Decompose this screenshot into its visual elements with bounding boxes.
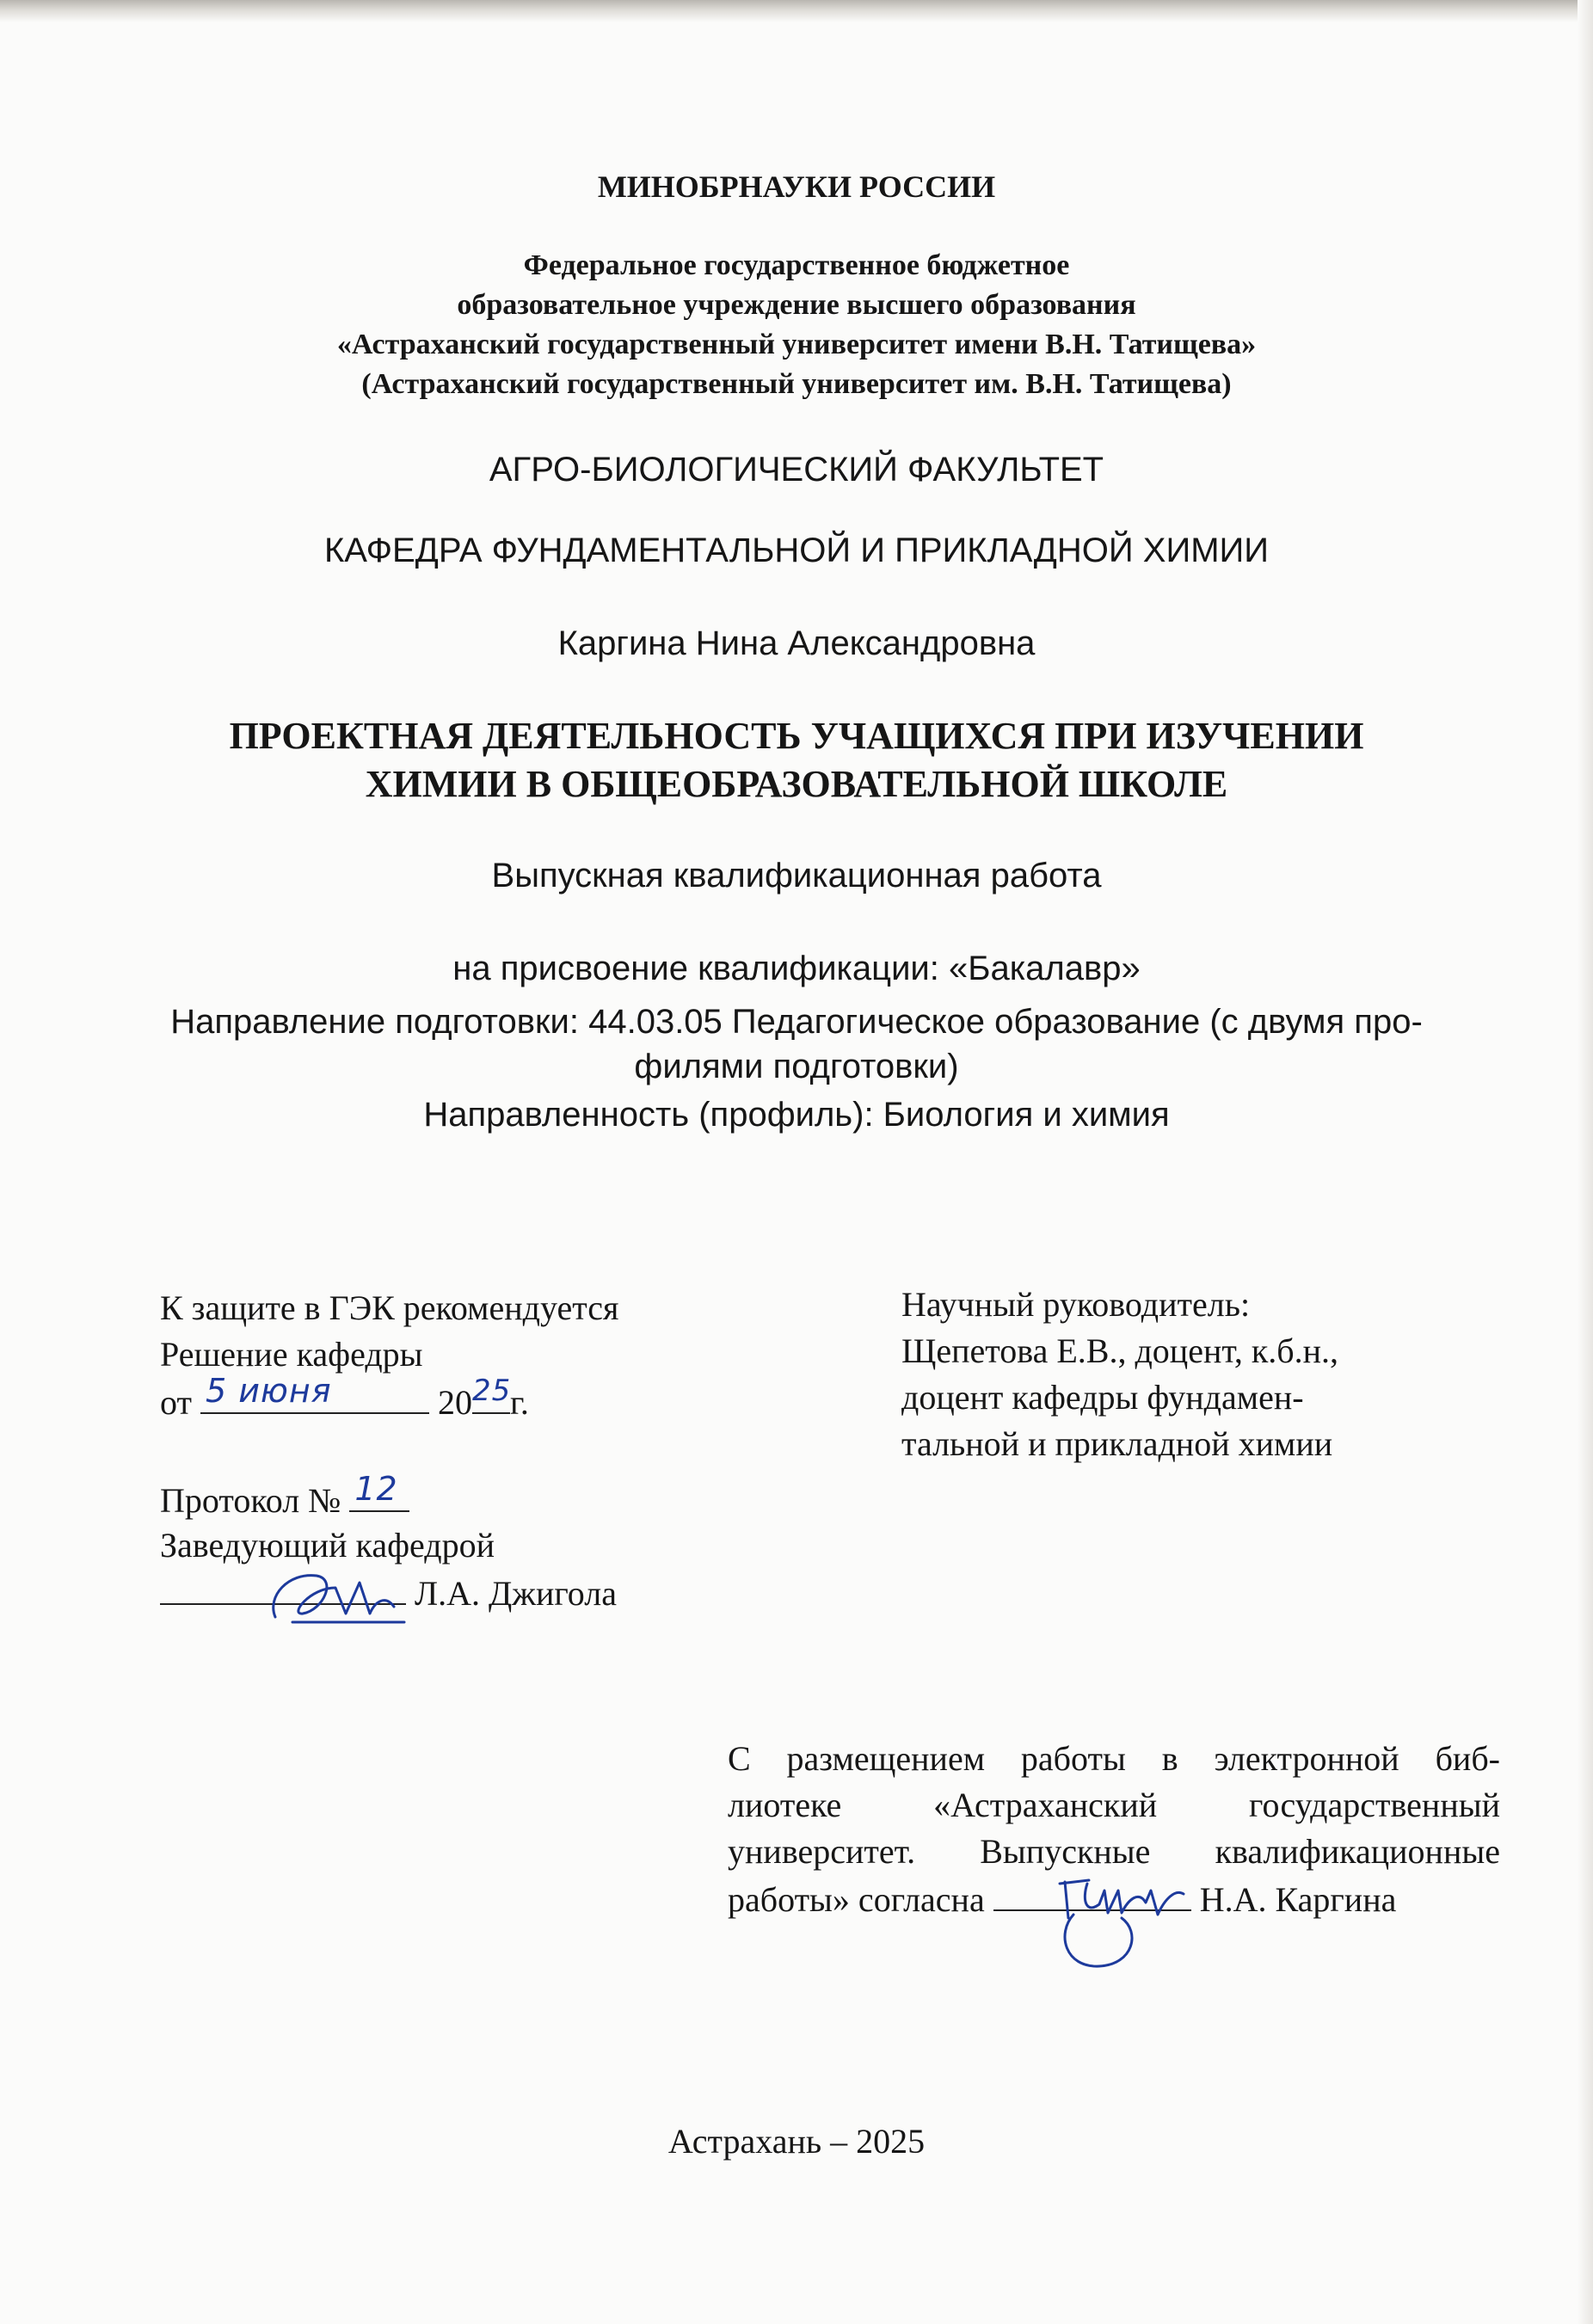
direction-line-2: филями подготовки) (634, 1048, 959, 1085)
protocol-handwritten: 12 (354, 1470, 398, 1508)
protocol-field (349, 1470, 409, 1512)
defense-recommended: К защите в ГЭК рекомендуется (160, 1288, 619, 1327)
org-line-4: (Астраханский государственный университет им. В.Н. Татищева) (361, 368, 1232, 400)
supervisor-label: Научный руководитель: (901, 1285, 1251, 1324)
faculty-heading: АГРО-БИОЛОГИЧЕСКИЙ ФАКУЛЬТЕТ (489, 451, 1104, 489)
consent-prefix: работы» согласна (728, 1880, 985, 1919)
date-field (200, 1372, 429, 1414)
footer-city-year: Астрахань – 2025 (667, 2122, 926, 2161)
supervisor-line-1: Щепетова Е.В., доцент, к.б.н., (901, 1331, 1339, 1370)
consent-line-3: университет. Выпускные квалификационные (728, 1832, 1500, 1871)
defense-date-line (160, 1372, 618, 1424)
thesis-title-line-2: ХИМИИ В ОБЩЕОБРАЗОВАТЕЛЬНОЙ ШКОЛЕ (365, 763, 1228, 805)
profile-line: Направленность (профиль): Биология и химия (423, 1096, 1170, 1134)
consent-author-name: Н.А. Каргина (1199, 1880, 1397, 1919)
org-line-3: «Астраханский государственный университет имени В.Н. Татищева» (336, 329, 1257, 360)
defense-block (160, 1285, 618, 1424)
author-name: Каргина Нина Александровна (557, 624, 1036, 662)
head-label: Заведующий кафедрой (160, 1526, 495, 1565)
qualification-line: на присвоение квалификации: «Бакалавр» (452, 950, 1141, 987)
org-line-2: образовательное учреждение высшего образования (457, 289, 1136, 321)
direction-line-1: Направление подготовки: 44.03.05 Педагогическое образование (с двумя про- (170, 1003, 1423, 1041)
year-prefix: 20 (437, 1383, 472, 1422)
consent-line-1: С размещением работы в электронной биб- (728, 1739, 1500, 1778)
ministry-heading: МИНОБРНАУКИ РОССИИ (597, 169, 996, 204)
defense-decision: Решение кафедры (160, 1335, 423, 1374)
author-signature-icon (1039, 1865, 1202, 1994)
year-field (471, 1374, 512, 1414)
consent-line-2: лиотеке «Астраханский государственный (728, 1786, 1500, 1824)
date-handwritten: 5 июня (205, 1372, 332, 1410)
protocol-label: Протокол № (160, 1481, 341, 1520)
protocol-line (160, 1470, 617, 1522)
head-name: Л.А. Джигола (415, 1574, 617, 1613)
supervisor-line-3: тальной и прикладной химии (901, 1424, 1333, 1463)
paper-top-edge (0, 0, 1593, 22)
year-suffix: г. (509, 1383, 529, 1422)
date-prefix: от (160, 1383, 192, 1422)
department-heading: КАФЕДРА ФУНДАМЕНТАЛЬНОЙ И ПРИКЛАДНОЙ ХИМИИ (323, 532, 1270, 569)
work-type: Выпускная квалификационная работа (491, 857, 1102, 895)
year-handwritten: 25 (471, 1374, 512, 1408)
supervisor-block (901, 1282, 1338, 1467)
head-signature-icon (241, 1553, 413, 1639)
thesis-title-line-1: ПРОЕКТНАЯ ДЕЯТЕЛЬНОСТЬ УЧАЩИХСЯ ПРИ ИЗУЧЕНИИ (229, 715, 1364, 757)
org-line-1: Федеральное государственное бюджетное (523, 249, 1070, 281)
supervisor-line-2: доцент кафедры фундамен- (901, 1378, 1304, 1417)
